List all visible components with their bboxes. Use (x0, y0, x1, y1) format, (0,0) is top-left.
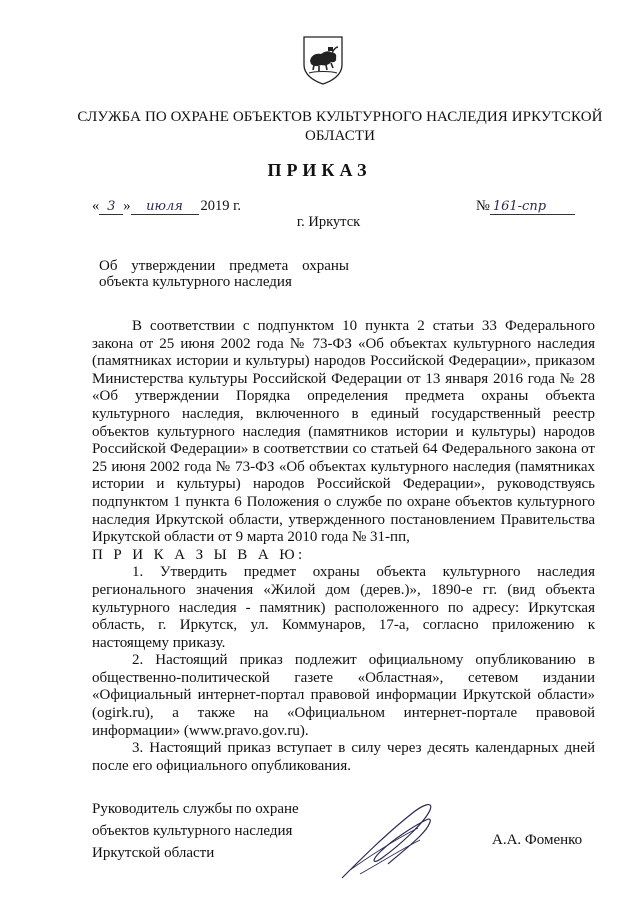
subject-word: охраны (302, 258, 349, 274)
date-quote-close: » (123, 198, 131, 214)
order-number (476, 198, 575, 215)
order-subject (99, 258, 349, 290)
date-day: 3 (99, 199, 123, 215)
subject-word: Об (99, 258, 118, 274)
subject-word: предмета (229, 258, 289, 274)
agency-name (60, 108, 620, 146)
number-sign: № (476, 198, 490, 214)
signer-position-line3: Иркутской области (92, 845, 215, 861)
preamble-paragraph: В соответствии с подпунктом 10 пункта 2 статьи 33 Федерального закона от 25 июня 2002 года № 73-ФЗ «Об объектах культурного наследия (памятниках истории и культуры) народов Российской Федерации», приказом Министерства культуры Российской Федерации от 13 января 2016 года № 28 «Об утверждении Порядка определения предмета охраны объекта культурного наследия, включенного в единый государственный реестр объектов культурного наследия (памятников истории и культуры) народов Российской Федерации» в соответствии со статьей 64 Федерального закона от 25 июня 2002 года № 73-ФЗ «Об объектах культурного наследия (памятниках истории и культуры) народов Российской Федерации», руководствуясь подпунктом 1 пункта 6 Положения о службе по охране объектов культурного наследия Иркутской области, утвержденного постановлением Правительства Иркутской области от 9 марта 2010 года № 31-пп, (92, 318, 595, 546)
order-word: П Р И К А З Ы В А Ю: (92, 546, 306, 563)
subject-line1 (99, 258, 349, 274)
subject-word: утверждении (131, 258, 216, 274)
signer-name: А.А. Фоменко (492, 832, 583, 848)
agency-name-line2: ОБЛАСТИ (304, 128, 376, 144)
subject-line2: объекта культурного наследия (99, 274, 292, 290)
agency-name-line1: СЛУЖБА ПО ОХРАНЕ ОБЪЕКТОВ КУЛЬТУРНОГО НАСЛЕДИЯ ИРКУТСКОЙ (77, 109, 603, 125)
signer-position-line1: Руководитель службы по охране (92, 801, 299, 817)
handwritten-signature-icon (330, 790, 460, 890)
order-date (92, 198, 241, 215)
order-item-2: 2. Настоящий приказ подлежит официальному опубликованию в общественно-политической газете «Областная», сетевом издании «Официальный интернет-портал правовой информации Иркутской области» (ogirk.ru), а также на «Официальном интернет-портале правовой информации» (www.pravo.gov.ru). (92, 652, 595, 739)
date-month: июля (131, 199, 199, 215)
signer-position-line2: объектов культурного наследия (92, 823, 293, 839)
date-year: 2019 г. (200, 198, 242, 214)
coat-of-arms-icon (301, 35, 345, 85)
signer-position (92, 798, 352, 864)
order-body (92, 318, 595, 775)
city: г. Иркутск (296, 214, 361, 230)
document-title: ПРИКАЗ (267, 160, 372, 180)
date-quote-open: « (92, 198, 100, 214)
order-item-3: 3. Настоящий приказ вступает в силу через десять календарных дней после его официального опубликования. (92, 740, 595, 774)
order-item-1: 1. Утвердить предмет охраны объекта культурного наследия регионального значения «Жилой дом (дерев.)», 1890-е гг. (вид объекта культурного наследия - памятник) расположенного по адресу: Иркутская область, г. Иркутск, ул. Коммунаров, 17-а, согласно приложению к настоящему приказу. (92, 564, 595, 651)
number-value: 161-спр (490, 199, 575, 215)
